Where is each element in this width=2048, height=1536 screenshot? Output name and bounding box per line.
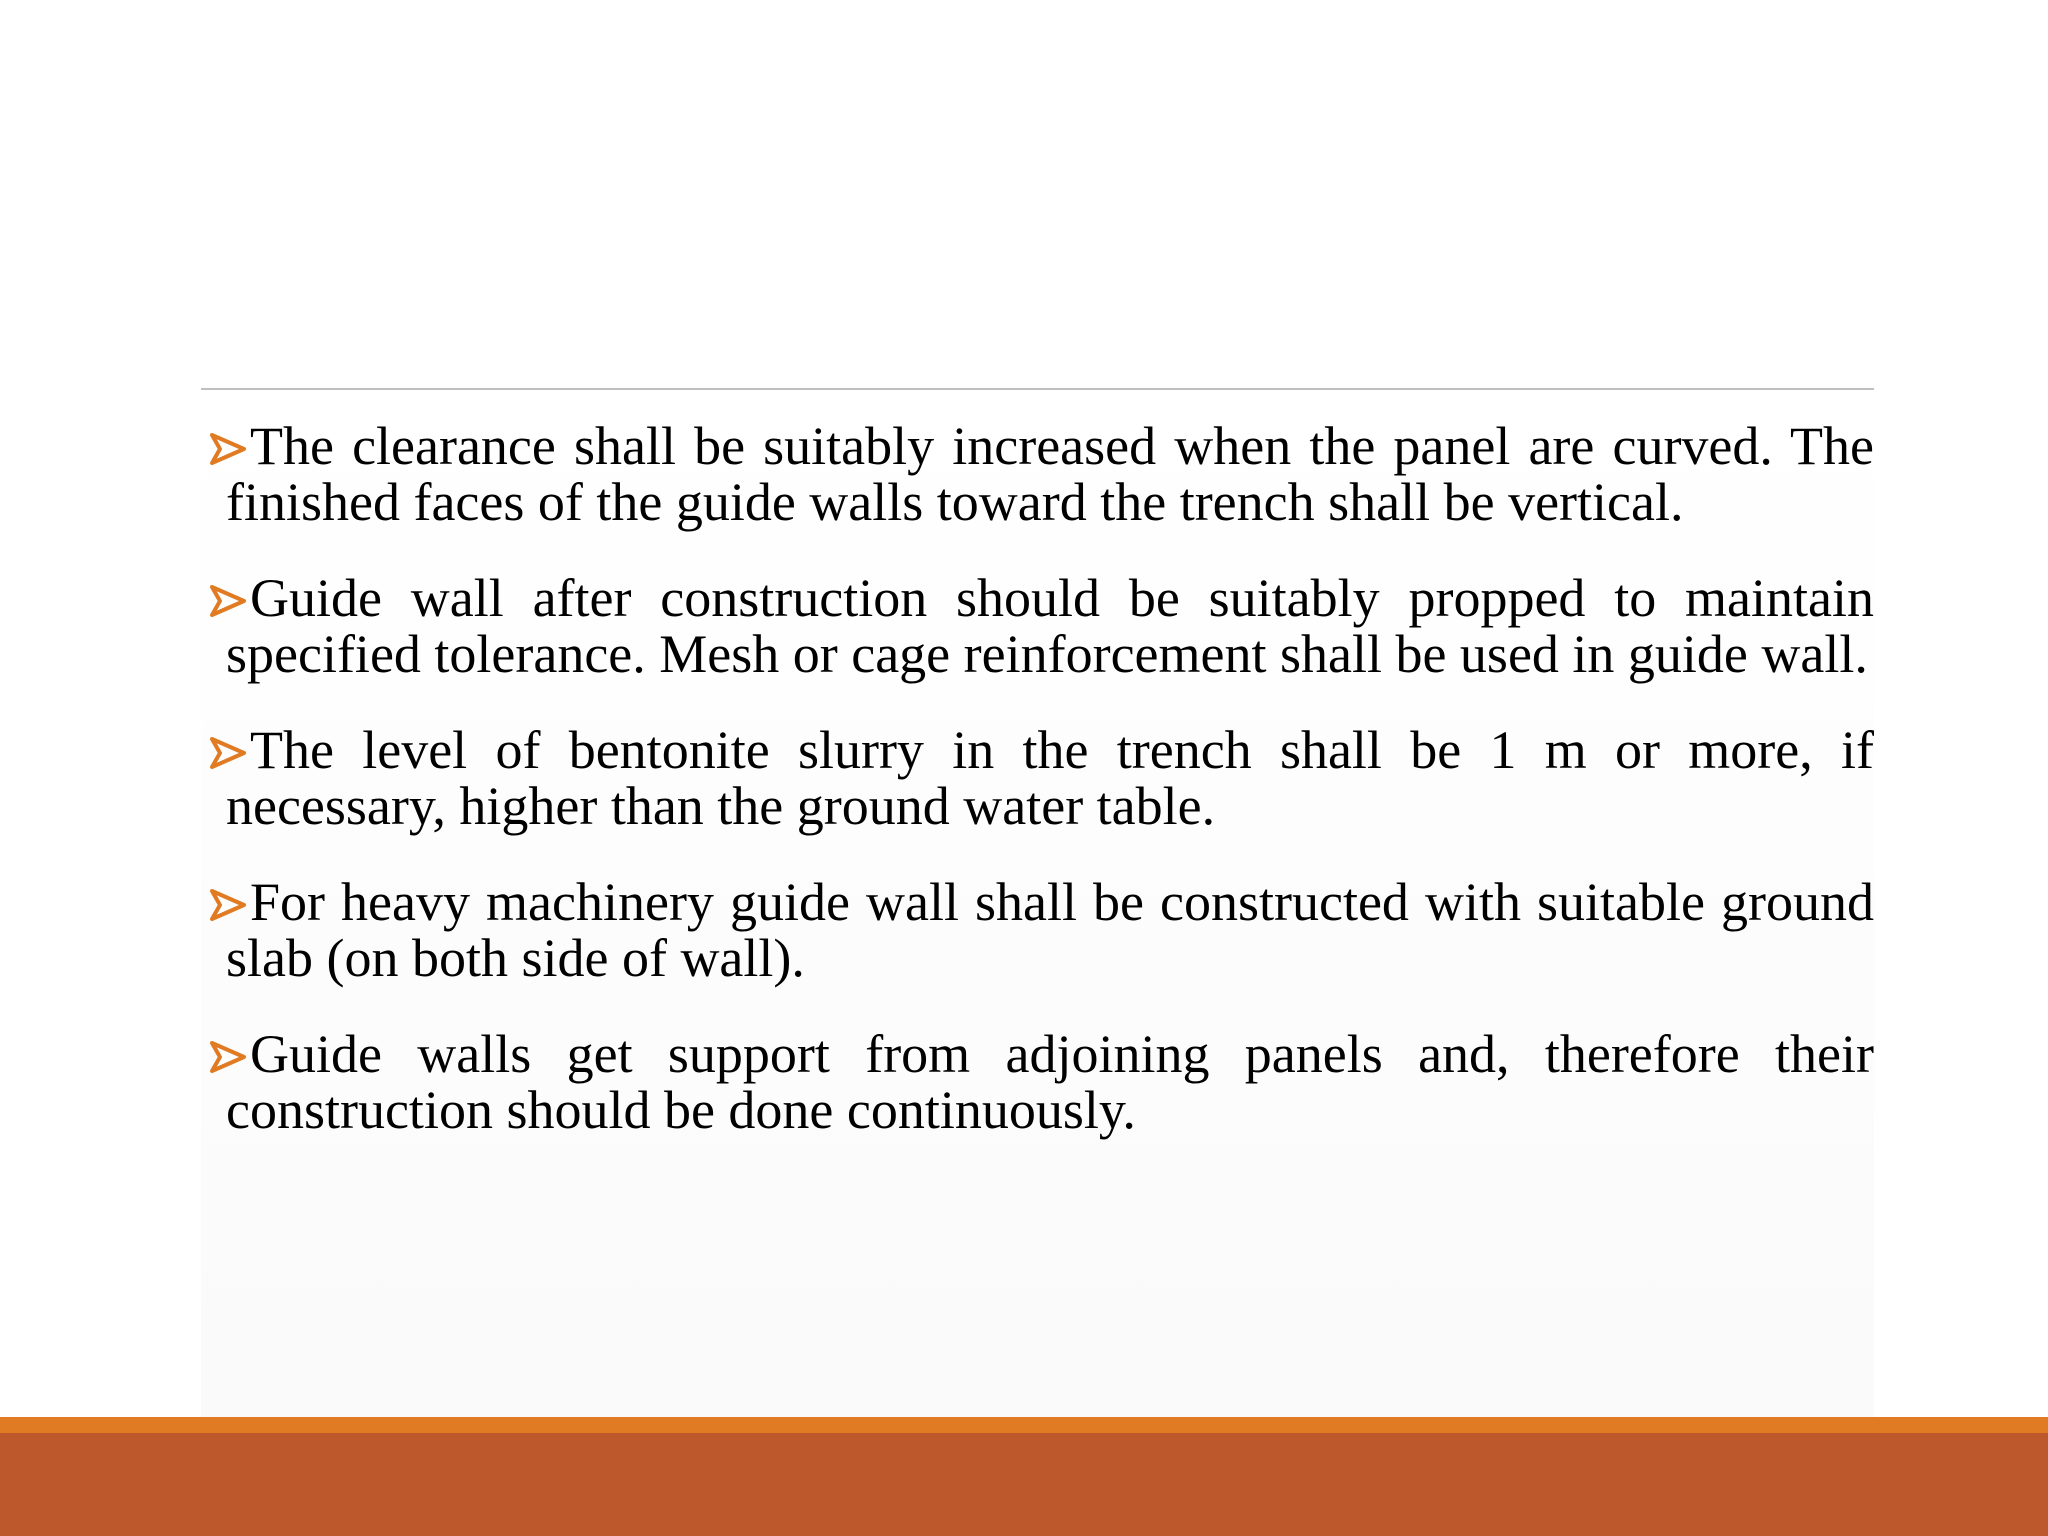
bullet-item [208, 418, 1874, 530]
arrow-bullet-icon [208, 429, 248, 469]
bullet-text: The level of bentonite slurry in the trench shall be 1 m or more, if necessary, higher than the ground water table. [226, 720, 1874, 836]
bullet-text: For heavy machinery guide wall shall be constructed with suitable ground slab (on both side of wall). [226, 872, 1874, 988]
arrow-bullet-icon [208, 581, 248, 621]
arrow-bullet-icon [208, 733, 248, 773]
bullet-text: The clearance shall be suitably increased when the panel are curved. The finished faces of the guide walls toward the trench shall be vertical. [226, 416, 1874, 532]
arrow-bullet-icon [208, 1037, 248, 1077]
bullet-text: Guide wall after construction should be suitably propped to maintain specified tolerance. Mesh or cage reinforcement shall be used in guide wall. [226, 568, 1874, 684]
footer-accent-stripe [0, 1417, 2048, 1433]
arrow-bullet-icon [208, 885, 248, 925]
bullet-item [208, 1026, 1874, 1138]
footer-band [0, 1433, 2048, 1536]
bullet-list [208, 418, 1874, 1178]
bullet-item [208, 570, 1874, 682]
title-divider [201, 388, 1874, 390]
bullet-item [208, 874, 1874, 986]
bullet-item [208, 722, 1874, 834]
bullet-text: Guide walls get support from adjoining panels and, therefore their construction should be done continuously. [226, 1024, 1874, 1140]
